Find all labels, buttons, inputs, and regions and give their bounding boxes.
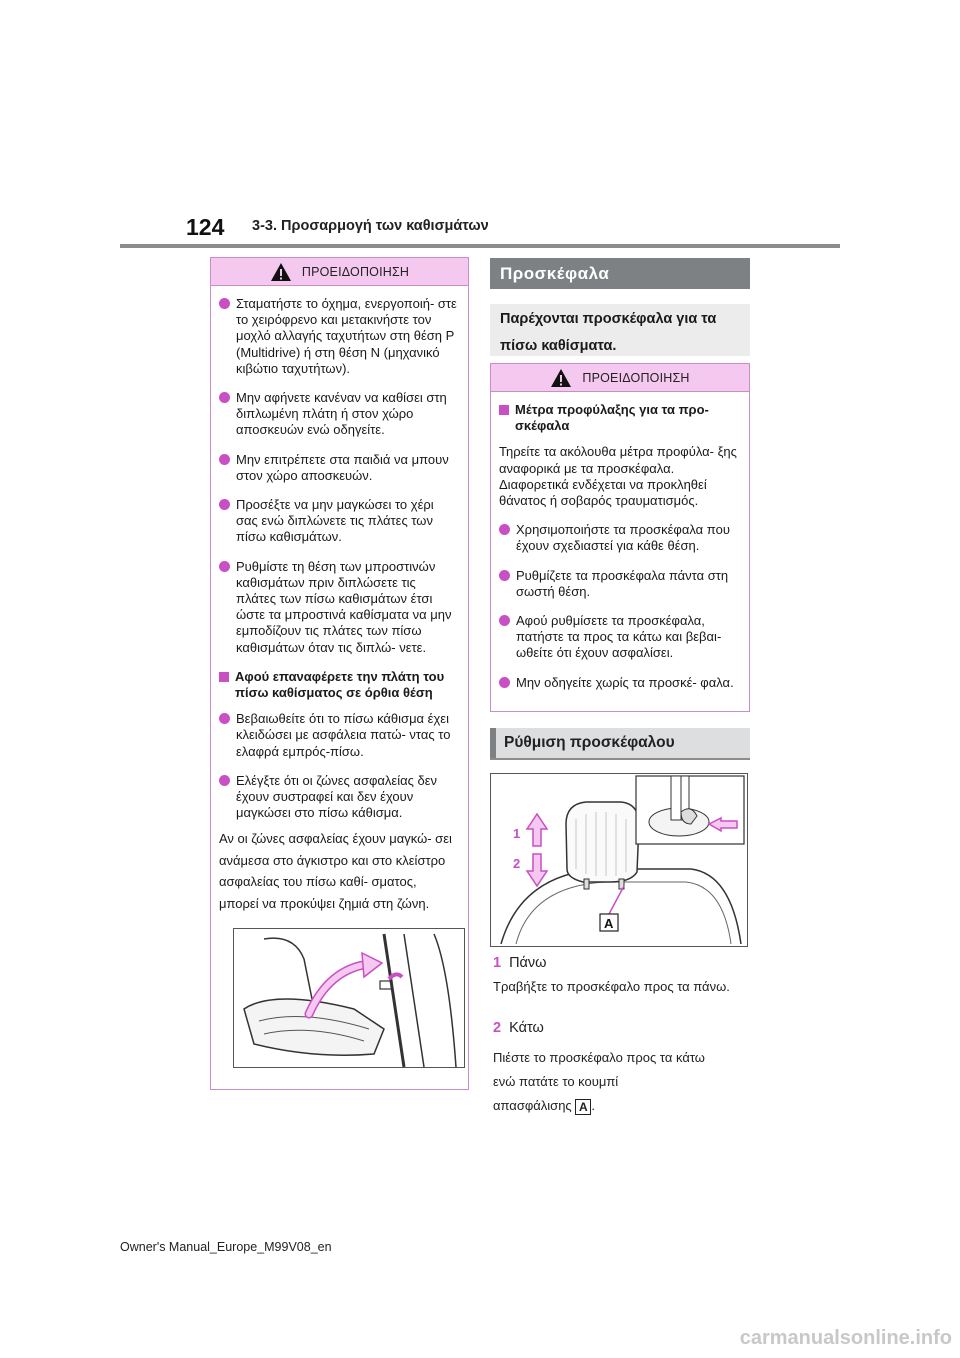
list-item: Χρησιμοποιήστε τα προσκέφαλα που έχουν σχεδιαστεί για κάθε θέση.	[497, 522, 739, 554]
header-rule	[120, 244, 840, 248]
headrests-intro-panel: Παρέχονται προσκέφαλα για τα πίσω καθίσματα.	[490, 304, 750, 356]
headrests-section-bar: Προσκέφαλα	[490, 258, 750, 289]
bullet-icon	[499, 615, 510, 626]
list-item: Βεβαιωθείτε ότι το πίσω κάθισμα έχει κλειδώσει με ασφάλεια πατώ- ντας το ελαφρά εμπρός-πίσω.	[217, 711, 458, 760]
warning-header	[211, 258, 468, 286]
list-item: Ρυθμίστε τη θέση των μπροστινών καθισμάτων πριν διπλώσετε τις πλάτες των πίσω καθισμάτων έτσι ώστε τα μπροστινά καθίσματα να μην εμποδίζουν τις πλάτες των πίσω καθισμάτων όταν τις διπλώ- νετε.	[217, 559, 458, 656]
step-2-text: Πιέστε το προσκέφαλο προς τα κάτω ενώ πατάτε το κουμπί απασφάλισης A .	[493, 1050, 705, 1114]
up-label: 1	[513, 826, 521, 841]
warning-subhead: Μέτρα προφύλαξης για τα προ- σκέφαλα	[497, 402, 739, 434]
bullet-icon	[219, 298, 230, 309]
bullet-icon	[219, 561, 230, 572]
right-warning-box	[490, 363, 750, 712]
step-2-title: 2 Κάτω	[493, 1020, 544, 1036]
bullet-icon	[219, 775, 230, 786]
seat-back-icon	[234, 929, 464, 1067]
bullet-icon	[499, 524, 510, 535]
list-item: Ρυθμίζετε τα προσκέφαλα πάντα στη σωστή θέση.	[497, 568, 739, 600]
button-label: A	[604, 916, 614, 931]
button-a-key: A	[575, 1099, 591, 1115]
list-item: Σταματήστε το όχημα, ενεργοποιή- στε το χειρόφρενο και μετακινήστε τον μοχλό αλλαγής ταχυτήτων στη θέση P (Multidrive) ή στη θέση N (μηχανικό κιβώτιο ταχυτήτων).	[217, 296, 458, 377]
step-1-text: Τραβήξτε το προσκέφαλο προς τα πάνω.	[493, 979, 730, 994]
page-number: 124	[186, 214, 225, 240]
footer-text: Owner's Manual_Europe_M99V08_en	[120, 1240, 332, 1254]
bullet-icon	[499, 570, 510, 581]
left-warning-box	[210, 257, 469, 1090]
down-label: 2	[513, 856, 521, 871]
warning-title: ΠΡΟΕΙΔΟΠΟΙΗΣΗ	[301, 264, 410, 279]
section-title: 3-3. Προσαρμογή των καθισμάτων	[252, 218, 489, 234]
warning-icon	[270, 262, 292, 282]
list-item: Ελέγξτε ότι οι ζώνες ασφαλείας δεν έχουν συστραφεί και δεν έχουν μαγκώσει στο πίσω κάθισμα.	[217, 773, 458, 822]
list-item: Μην οδηγείτε χωρίς τα προσκέ- φαλα.	[497, 675, 739, 691]
seat-fold-illustration	[233, 928, 465, 1068]
bullet-icon	[499, 677, 510, 688]
warning-subhead: Αφού επαναφέρετε την πλάτη του πίσω καθίσματος σε όρθια θέση	[217, 669, 458, 701]
warning-paragraph: Τηρείτε τα ακόλουθα μέτρα προφύλα- ξης αναφορικά με τα προσκέφαλα. Διαφορετικά ενδέχεται να προκληθεί θάνατος ή σοβαρός τραυματισμός.	[499, 444, 737, 509]
headrest-illustration	[490, 773, 748, 947]
square-bullet-icon	[219, 672, 229, 682]
warning-paragraph: Αν οι ζώνες ασφαλείας έχουν μαγκώ- σει ανάμεσα στο άγκιστρο και στο κλείστρο ασφαλείας του πίσω καθί- σματος, μπορεί να προκύψει ζημιά στη ζώνη.	[219, 831, 452, 911]
watermark: carmanualsonline.info	[739, 1327, 952, 1349]
bullet-icon	[219, 454, 230, 465]
step-1-title: 1 Πάνω	[493, 955, 547, 971]
warning-title: ΠΡΟΕΙΔΟΠΟΙΗΣΗ	[582, 370, 690, 385]
square-bullet-icon	[499, 405, 509, 415]
list-item: Μην επιτρέπετε στα παιδιά να μπουν στον χώρο αποσκευών.	[217, 452, 458, 484]
bullet-icon	[219, 392, 230, 403]
bullet-icon	[219, 713, 230, 724]
list-item: Αφού ρυθμίσετε τα προσκέφαλα, πατήστε τα προς τα κάτω και βεβαι- ωθείτε ότι έχουν ασφαλίσει.	[497, 613, 739, 662]
bullet-icon	[219, 499, 230, 510]
adjust-section-bar: Ρύθμιση προσκέφαλου	[490, 728, 750, 760]
list-item: Προσέξτε να μην μαγκώσει το χέρι σας ενώ διπλώνετε τις πλάτες των πίσω καθισμάτων.	[217, 497, 458, 546]
warning-header	[491, 364, 749, 392]
list-item: Μην αφήνετε κανέναν να καθίσει στη διπλωμένη πλάτη ή στον χώρο αποσκευών ενώ οδηγείτε.	[217, 390, 458, 439]
warning-icon	[550, 368, 572, 388]
